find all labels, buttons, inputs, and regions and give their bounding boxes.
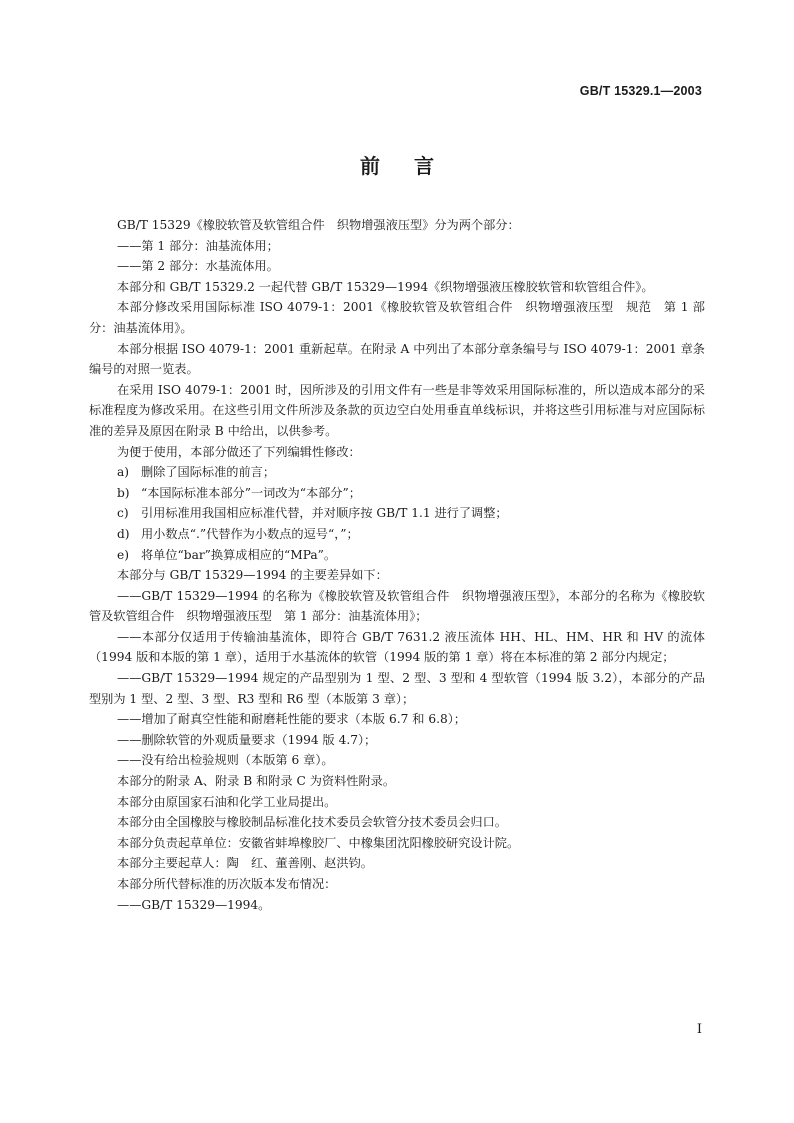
- list-item-text: 将单位“bar”换算成相应的“MPa”。: [141, 547, 337, 562]
- difference-item: ——没有给出检验规则（本版第 6 章）。: [117, 753, 334, 768]
- list-item-text: 删除了国际标准的前言；: [141, 465, 276, 480]
- list-marker: a): [117, 465, 130, 480]
- paragraph: 为便于使用，本部分做还了下列编辑性修改：: [117, 444, 361, 459]
- list-item: [89, 524, 705, 545]
- paragraph: 本部分由全国橡胶与橡胶制品标准化技术委员会软管分技术委员会归口。: [117, 815, 507, 830]
- paragraph: 在采用 ISO 4079-1：2001 时，因所涉及的引用文件有一些是非等效采用国际标准的，所以造成本部分的采标准程度为修改采用。在这些引用文件所涉及条款的页边空白处用垂直单线标识，并将这些引用标准与对应国际标准的差异及原因在附录 B 中给出，以供参考。: [89, 382, 705, 438]
- list-item: [89, 545, 705, 566]
- paragraph: 本部分根据 ISO 4079-1：2001 重新起草。在附录 A 中列出了本部分章条编号与 ISO 4079-1：2001 章条编号的对照一览表。: [89, 341, 705, 377]
- paragraph: 本部分主要起草人：陶 红、董善刚、赵洪钧。: [117, 856, 373, 871]
- paragraph: 本部分的附录 A、附录 B 和附录 C 为资料性附录。: [117, 774, 396, 789]
- list-item: [89, 462, 705, 483]
- paragraph: 本部分与 GB/T 15329—1994 的主要差异如下：: [117, 568, 388, 583]
- difference-item: ——本部分仅适用于传输油基流体，即符合 GB/T 7631.2 液压流体 HH、HL、HM、HR 和 HV 的流体（1994 版和本版的第 1 章），适用于水基流体的软管（1994 版的第 1 章）将在本标准的第 2 部分内规定；: [89, 629, 705, 665]
- standard-code: GB/T 15329.1—2003: [579, 84, 702, 98]
- list-item: [89, 483, 705, 504]
- list-item-text: 用小数点“.”代替作为小数点的逗号“，”；: [141, 526, 359, 541]
- foreword-body: [89, 215, 705, 915]
- paragraph: ——第 1 部分：油基流体用；: [117, 238, 279, 253]
- paragraph: ——第 2 部分：水基流体用。: [117, 259, 279, 274]
- paragraph: 本部分由原国家石油和化学工业局提出。: [117, 794, 337, 809]
- difference-item: ——GB/T 15329—1994 规定的产品型别为 1 型、2 型、3 型和 4 型软管（1994 版 3.2），本部分的产品型别为 1 型、2 型、3 型、R3 型和 R6 型（本版第 3 章）；: [89, 671, 705, 706]
- list-marker: b): [117, 485, 130, 500]
- list-item-text: 引用标准用我国相应标准代替，并对顺序按 GB/T 1.1 进行了调整；: [141, 506, 508, 521]
- paragraph: ——GB/T 15329—1994。: [117, 897, 271, 912]
- paragraph: 本部分所代替标准的历次版本发布情况：: [117, 877, 337, 891]
- difference-item: ——GB/T 15329—1994 的名称为《橡胶软管及软管组合件 织物增强液压型》，本部分的名称为《橡胶软管及软管组合件 织物增强液压型 第 1 部分：油基流体用》；: [89, 588, 705, 624]
- list-marker: d): [117, 526, 130, 541]
- page-number: I: [696, 1022, 702, 1037]
- paragraph: 本部分修改采用国际标准 ISO 4079-1：2001《橡胶软管及软管组合件 织物增强液压型 规范 第 1 部分：油基流体用》。: [89, 300, 705, 335]
- difference-item: ——删除软管的外观质量要求（1994 版 4.7）；: [117, 732, 377, 747]
- list-marker: e): [117, 547, 129, 562]
- list-item: [89, 503, 705, 524]
- paragraph: 本部分负责起草单位：安徽省蚌埠橡胶厂、中橡集团沈阳橡胶研究设计院。: [117, 835, 520, 850]
- list-marker: c): [117, 506, 129, 521]
- paragraph: GB/T 15329《橡胶软管及软管组合件 织物增强液压型》分为两个部分：: [117, 218, 520, 232]
- page-title: 前言: [360, 154, 468, 178]
- paragraph: 本部分和 GB/T 15329.2 一起代替 GB/T 15329—1994《织物增强液压橡胶软管和软管组合件》。: [117, 279, 654, 294]
- list-item-text: “本国际标准本部分”一词改为“本部分”；: [141, 485, 361, 500]
- difference-item: ——增加了耐真空性能和耐磨耗性能的要求（本版 6.7 和 6.8）；: [117, 712, 466, 727]
